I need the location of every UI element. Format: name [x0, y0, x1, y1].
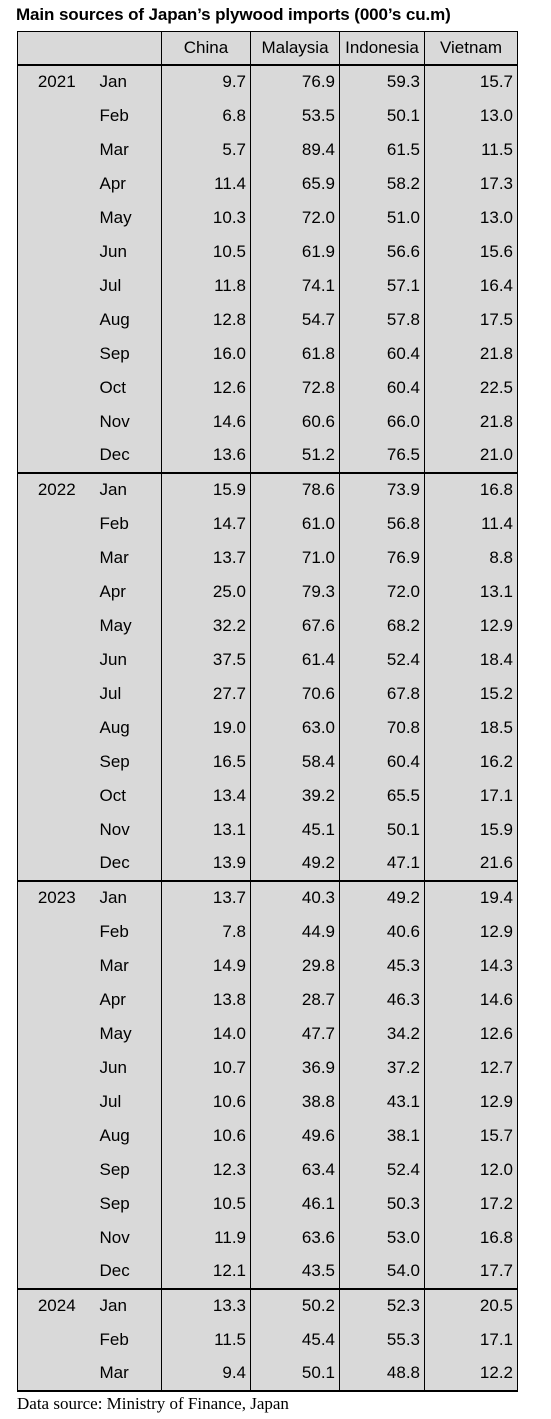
value-cell-vietnam: 17.2	[425, 1187, 518, 1221]
year-cell-empty	[18, 371, 96, 405]
value-cell-vietnam: 17.1	[425, 1323, 518, 1357]
month-label: Apr	[96, 575, 162, 609]
value-cell-vietnam: 12.9	[425, 609, 518, 643]
table-row	[18, 371, 518, 405]
value-cell-malaysia: 89.4	[251, 133, 340, 167]
value-cell-vietnam: 12.6	[425, 1017, 518, 1051]
value-cell-china: 10.5	[162, 235, 251, 269]
value-cell-indonesia: 54.0	[340, 1255, 425, 1289]
value-cell-vietnam: 17.3	[425, 167, 518, 201]
value-cell-china: 12.3	[162, 1153, 251, 1187]
value-cell-china: 32.2	[162, 609, 251, 643]
value-cell-china: 10.6	[162, 1119, 251, 1153]
value-cell-china: 14.0	[162, 1017, 251, 1051]
value-cell-indonesia: 52.4	[340, 643, 425, 677]
value-cell-indonesia: 46.3	[340, 983, 425, 1017]
table-row	[18, 201, 518, 235]
value-cell-china: 10.6	[162, 1085, 251, 1119]
table-row	[18, 439, 518, 473]
year-cell-empty	[18, 711, 96, 745]
value-cell-vietnam: 8.8	[425, 541, 518, 575]
value-cell-vietnam: 18.4	[425, 643, 518, 677]
table-row	[18, 1255, 518, 1289]
value-cell-indonesia: 66.0	[340, 405, 425, 439]
value-cell-china: 11.4	[162, 167, 251, 201]
table-body	[18, 65, 518, 1391]
value-cell-vietnam: 12.9	[425, 1085, 518, 1119]
value-cell-malaysia: 61.0	[251, 507, 340, 541]
month-label: Jul	[96, 677, 162, 711]
value-cell-china: 6.8	[162, 99, 251, 133]
table-row	[18, 1323, 518, 1357]
value-cell-indonesia: 50.1	[340, 813, 425, 847]
value-cell-china: 14.7	[162, 507, 251, 541]
month-label: Sep	[96, 1153, 162, 1187]
year-cell-empty	[18, 1357, 96, 1391]
month-label: Mar	[96, 949, 162, 983]
year-cell-empty	[18, 1221, 96, 1255]
value-cell-malaysia: 65.9	[251, 167, 340, 201]
value-cell-china: 9.7	[162, 65, 251, 99]
value-cell-china: 10.5	[162, 1187, 251, 1221]
value-cell-indonesia: 61.5	[340, 133, 425, 167]
year-cell-empty	[18, 575, 96, 609]
year-cell-empty	[18, 439, 96, 473]
value-cell-indonesia: 65.5	[340, 779, 425, 813]
header-row	[18, 32, 518, 65]
value-cell-vietnam: 16.2	[425, 745, 518, 779]
value-cell-malaysia: 72.0	[251, 201, 340, 235]
value-cell-malaysia: 76.9	[251, 65, 340, 99]
value-cell-vietnam: 17.7	[425, 1255, 518, 1289]
value-cell-china: 11.9	[162, 1221, 251, 1255]
data-source-note: Data source: Ministry of Finance, Japan	[17, 1394, 289, 1413]
month-label: Feb	[96, 1323, 162, 1357]
value-cell-indonesia: 38.1	[340, 1119, 425, 1153]
year-label: 2022	[18, 473, 96, 507]
value-cell-indonesia: 40.6	[340, 915, 425, 949]
year-cell-empty	[18, 1153, 96, 1187]
value-cell-vietnam: 12.9	[425, 915, 518, 949]
year-cell-empty	[18, 235, 96, 269]
month-label: Jan	[96, 881, 162, 915]
value-cell-china: 15.9	[162, 473, 251, 507]
value-cell-china: 27.7	[162, 677, 251, 711]
value-cell-vietnam: 20.5	[425, 1289, 518, 1323]
value-cell-indonesia: 60.4	[340, 745, 425, 779]
table-row	[18, 915, 518, 949]
value-cell-indonesia: 48.8	[340, 1357, 425, 1391]
year-cell-empty	[18, 133, 96, 167]
value-cell-china: 12.1	[162, 1255, 251, 1289]
header-indonesia: Indonesia	[340, 32, 425, 65]
table-row	[18, 1017, 518, 1051]
year-cell-empty	[18, 1119, 96, 1153]
value-cell-china: 10.3	[162, 201, 251, 235]
value-cell-malaysia: 36.9	[251, 1051, 340, 1085]
table-row	[18, 541, 518, 575]
header-china: China	[162, 32, 251, 65]
year-cell-empty	[18, 813, 96, 847]
table-row	[18, 1289, 518, 1323]
month-label: Aug	[96, 1119, 162, 1153]
value-cell-china: 13.4	[162, 779, 251, 813]
year-cell-empty	[18, 541, 96, 575]
year-cell-empty	[18, 779, 96, 813]
value-cell-malaysia: 60.6	[251, 405, 340, 439]
value-cell-indonesia: 60.4	[340, 371, 425, 405]
value-cell-indonesia: 56.6	[340, 235, 425, 269]
table-row	[18, 609, 518, 643]
value-cell-malaysia: 63.0	[251, 711, 340, 745]
year-cell-empty	[18, 1255, 96, 1289]
value-cell-indonesia: 67.8	[340, 677, 425, 711]
value-cell-china: 13.7	[162, 541, 251, 575]
value-cell-malaysia: 67.6	[251, 609, 340, 643]
month-label: Sep	[96, 337, 162, 371]
month-label: Feb	[96, 915, 162, 949]
month-label: Oct	[96, 779, 162, 813]
table-row	[18, 711, 518, 745]
value-cell-indonesia: 50.1	[340, 99, 425, 133]
value-cell-china: 16.5	[162, 745, 251, 779]
year-cell-empty	[18, 1017, 96, 1051]
value-cell-malaysia: 29.8	[251, 949, 340, 983]
year-cell-empty	[18, 677, 96, 711]
value-cell-malaysia: 38.8	[251, 1085, 340, 1119]
value-cell-vietnam: 22.5	[425, 371, 518, 405]
value-cell-vietnam: 15.2	[425, 677, 518, 711]
value-cell-indonesia: 52.3	[340, 1289, 425, 1323]
value-cell-vietnam: 17.1	[425, 779, 518, 813]
value-cell-indonesia: 52.4	[340, 1153, 425, 1187]
year-cell-empty	[18, 269, 96, 303]
month-label: May	[96, 201, 162, 235]
value-cell-malaysia: 49.2	[251, 847, 340, 881]
value-cell-vietnam: 16.4	[425, 269, 518, 303]
year-cell-empty	[18, 949, 96, 983]
value-cell-malaysia: 51.2	[251, 439, 340, 473]
table-row	[18, 949, 518, 983]
value-cell-malaysia: 44.9	[251, 915, 340, 949]
value-cell-malaysia: 61.8	[251, 337, 340, 371]
table-row	[18, 1187, 518, 1221]
table-row	[18, 677, 518, 711]
value-cell-malaysia: 74.1	[251, 269, 340, 303]
value-cell-vietnam: 21.0	[425, 439, 518, 473]
month-label: Aug	[96, 303, 162, 337]
table-row	[18, 167, 518, 201]
value-cell-china: 11.8	[162, 269, 251, 303]
month-label: Jun	[96, 643, 162, 677]
value-cell-china: 14.6	[162, 405, 251, 439]
year-label: 2023	[18, 881, 96, 915]
value-cell-malaysia: 53.5	[251, 99, 340, 133]
value-cell-vietnam: 12.7	[425, 1051, 518, 1085]
month-label: Dec	[96, 1255, 162, 1289]
table-row	[18, 337, 518, 371]
value-cell-china: 13.9	[162, 847, 251, 881]
value-cell-indonesia: 50.3	[340, 1187, 425, 1221]
value-cell-malaysia: 39.2	[251, 779, 340, 813]
month-label: Apr	[96, 167, 162, 201]
value-cell-malaysia: 50.1	[251, 1357, 340, 1391]
value-cell-china: 13.8	[162, 983, 251, 1017]
value-cell-indonesia: 53.0	[340, 1221, 425, 1255]
value-cell-indonesia: 56.8	[340, 507, 425, 541]
table-row	[18, 779, 518, 813]
month-label: Nov	[96, 405, 162, 439]
value-cell-indonesia: 76.9	[340, 541, 425, 575]
year-cell-empty	[18, 745, 96, 779]
month-label: Jun	[96, 235, 162, 269]
value-cell-indonesia: 58.2	[340, 167, 425, 201]
value-cell-vietnam: 13.0	[425, 99, 518, 133]
month-label: Mar	[96, 133, 162, 167]
value-cell-china: 9.4	[162, 1357, 251, 1391]
value-cell-vietnam: 16.8	[425, 1221, 518, 1255]
value-cell-vietnam: 14.6	[425, 983, 518, 1017]
month-label: Feb	[96, 99, 162, 133]
plywood-imports-table	[17, 31, 518, 1392]
table-row	[18, 1357, 518, 1391]
value-cell-china: 13.7	[162, 881, 251, 915]
month-label: Jan	[96, 65, 162, 99]
month-label: Nov	[96, 813, 162, 847]
table-row	[18, 269, 518, 303]
table-row	[18, 1119, 518, 1153]
month-label: Oct	[96, 371, 162, 405]
value-cell-china: 10.7	[162, 1051, 251, 1085]
value-cell-china: 12.8	[162, 303, 251, 337]
table-row	[18, 881, 518, 915]
month-label: Dec	[96, 847, 162, 881]
table-row	[18, 303, 518, 337]
year-cell-empty	[18, 1085, 96, 1119]
value-cell-vietnam: 11.4	[425, 507, 518, 541]
value-cell-vietnam: 15.9	[425, 813, 518, 847]
value-cell-vietnam: 18.5	[425, 711, 518, 745]
year-cell-empty	[18, 609, 96, 643]
value-cell-indonesia: 76.5	[340, 439, 425, 473]
table-title: Main sources of Japan’s plywood imports (000’s cu.m)	[16, 5, 451, 24]
month-label: Aug	[96, 711, 162, 745]
value-cell-vietnam: 16.8	[425, 473, 518, 507]
month-label: May	[96, 1017, 162, 1051]
value-cell-vietnam: 15.7	[425, 65, 518, 99]
value-cell-vietnam: 21.8	[425, 337, 518, 371]
value-cell-indonesia: 70.8	[340, 711, 425, 745]
table-row	[18, 1221, 518, 1255]
table-row	[18, 133, 518, 167]
month-label: Jun	[96, 1051, 162, 1085]
year-cell-empty	[18, 847, 96, 881]
table-row	[18, 847, 518, 881]
year-cell-empty	[18, 643, 96, 677]
table-row	[18, 507, 518, 541]
month-label: Mar	[96, 541, 162, 575]
value-cell-vietnam: 19.4	[425, 881, 518, 915]
year-cell-empty	[18, 915, 96, 949]
value-cell-china: 19.0	[162, 711, 251, 745]
year-label: 2021	[18, 65, 96, 99]
table-row	[18, 405, 518, 439]
value-cell-indonesia: 55.3	[340, 1323, 425, 1357]
year-label: 2024	[18, 1289, 96, 1323]
value-cell-malaysia: 45.4	[251, 1323, 340, 1357]
table-row	[18, 473, 518, 507]
month-label: Mar	[96, 1357, 162, 1391]
table-row	[18, 1153, 518, 1187]
table-row	[18, 575, 518, 609]
value-cell-china: 13.6	[162, 439, 251, 473]
value-cell-vietnam: 21.6	[425, 847, 518, 881]
value-cell-indonesia: 68.2	[340, 609, 425, 643]
value-cell-vietnam: 12.2	[425, 1357, 518, 1391]
year-cell-empty	[18, 1187, 96, 1221]
month-label: Jan	[96, 1289, 162, 1323]
table-row	[18, 813, 518, 847]
value-cell-malaysia: 78.6	[251, 473, 340, 507]
value-cell-malaysia: 63.6	[251, 1221, 340, 1255]
table-row	[18, 1085, 518, 1119]
value-cell-malaysia: 70.6	[251, 677, 340, 711]
value-cell-china: 14.9	[162, 949, 251, 983]
month-label: Apr	[96, 983, 162, 1017]
value-cell-china: 5.7	[162, 133, 251, 167]
value-cell-indonesia: 43.1	[340, 1085, 425, 1119]
value-cell-china: 12.6	[162, 371, 251, 405]
value-cell-vietnam: 13.0	[425, 201, 518, 235]
year-cell-empty	[18, 167, 96, 201]
month-label: Jul	[96, 269, 162, 303]
header-blank-cell	[18, 32, 162, 65]
table-row	[18, 1051, 518, 1085]
year-cell-empty	[18, 303, 96, 337]
header-malaysia: Malaysia	[251, 32, 340, 65]
value-cell-vietnam: 15.6	[425, 235, 518, 269]
value-cell-malaysia: 71.0	[251, 541, 340, 575]
value-cell-china: 25.0	[162, 575, 251, 609]
value-cell-china: 7.8	[162, 915, 251, 949]
value-cell-indonesia: 34.2	[340, 1017, 425, 1051]
value-cell-malaysia: 28.7	[251, 983, 340, 1017]
month-label: Jul	[96, 1085, 162, 1119]
month-label: Jan	[96, 473, 162, 507]
year-cell-empty	[18, 983, 96, 1017]
value-cell-malaysia: 79.3	[251, 575, 340, 609]
year-cell-empty	[18, 99, 96, 133]
value-cell-malaysia: 63.4	[251, 1153, 340, 1187]
year-cell-empty	[18, 337, 96, 371]
month-label: Feb	[96, 507, 162, 541]
value-cell-indonesia: 59.3	[340, 65, 425, 99]
month-label: Dec	[96, 439, 162, 473]
value-cell-malaysia: 49.6	[251, 1119, 340, 1153]
value-cell-vietnam: 15.7	[425, 1119, 518, 1153]
table-row	[18, 65, 518, 99]
year-cell-empty	[18, 507, 96, 541]
value-cell-malaysia: 47.7	[251, 1017, 340, 1051]
header-vietnam: Vietnam	[425, 32, 518, 65]
value-cell-china: 16.0	[162, 337, 251, 371]
value-cell-malaysia: 61.9	[251, 235, 340, 269]
value-cell-indonesia: 49.2	[340, 881, 425, 915]
value-cell-indonesia: 57.8	[340, 303, 425, 337]
table-row	[18, 235, 518, 269]
month-label: May	[96, 609, 162, 643]
value-cell-vietnam: 14.3	[425, 949, 518, 983]
value-cell-vietnam: 21.8	[425, 405, 518, 439]
value-cell-china: 11.5	[162, 1323, 251, 1357]
month-label: Sep	[96, 745, 162, 779]
value-cell-malaysia: 40.3	[251, 881, 340, 915]
month-label: Sep	[96, 1187, 162, 1221]
value-cell-china: 37.5	[162, 643, 251, 677]
value-cell-malaysia: 54.7	[251, 303, 340, 337]
value-cell-vietnam: 13.1	[425, 575, 518, 609]
value-cell-indonesia: 45.3	[340, 949, 425, 983]
month-label: Nov	[96, 1221, 162, 1255]
value-cell-vietnam: 17.5	[425, 303, 518, 337]
value-cell-indonesia: 37.2	[340, 1051, 425, 1085]
value-cell-indonesia: 72.0	[340, 575, 425, 609]
table-row	[18, 643, 518, 677]
value-cell-malaysia: 45.1	[251, 813, 340, 847]
value-cell-indonesia: 60.4	[340, 337, 425, 371]
value-cell-indonesia: 51.0	[340, 201, 425, 235]
value-cell-malaysia: 50.2	[251, 1289, 340, 1323]
value-cell-malaysia: 61.4	[251, 643, 340, 677]
value-cell-indonesia: 73.9	[340, 473, 425, 507]
value-cell-vietnam: 12.0	[425, 1153, 518, 1187]
value-cell-china: 13.3	[162, 1289, 251, 1323]
year-cell-empty	[18, 201, 96, 235]
table-row	[18, 99, 518, 133]
value-cell-indonesia: 47.1	[340, 847, 425, 881]
value-cell-malaysia: 58.4	[251, 745, 340, 779]
value-cell-malaysia: 43.5	[251, 1255, 340, 1289]
table-row	[18, 983, 518, 1017]
year-cell-empty	[18, 405, 96, 439]
value-cell-vietnam: 11.5	[425, 133, 518, 167]
value-cell-china: 13.1	[162, 813, 251, 847]
value-cell-malaysia: 46.1	[251, 1187, 340, 1221]
value-cell-malaysia: 72.8	[251, 371, 340, 405]
year-cell-empty	[18, 1051, 96, 1085]
table-row	[18, 745, 518, 779]
value-cell-indonesia: 57.1	[340, 269, 425, 303]
year-cell-empty	[18, 1323, 96, 1357]
